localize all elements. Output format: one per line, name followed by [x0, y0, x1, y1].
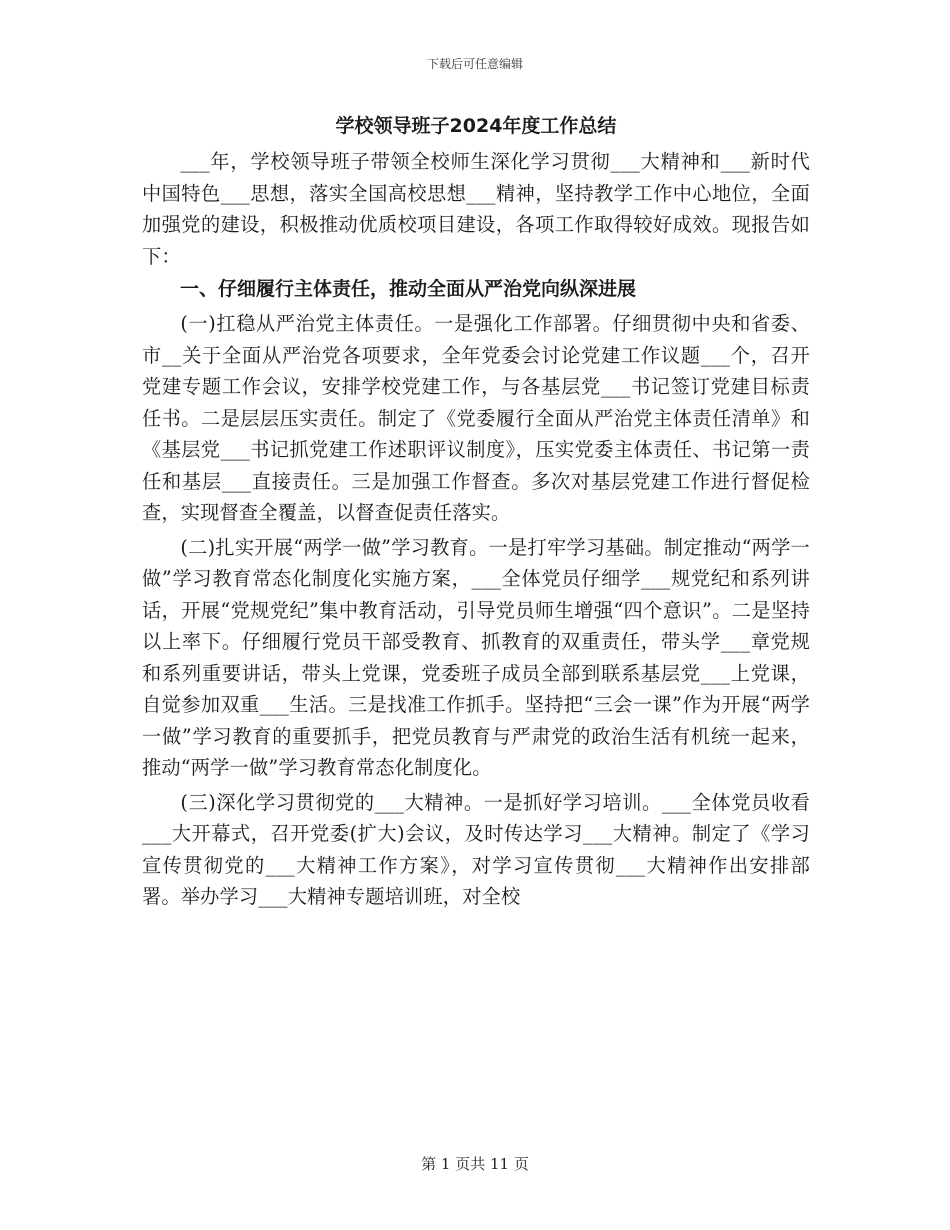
paragraph-3: (三)深化学习贯彻党的___大精神。一是抓好学习培训。___全体党员收看___大开幕式，召开党委(扩大)会议，及时传达学习___大精神。制定了《学习宣传贯彻党的___大精神工作方案》，对学习宣传贯彻___大精神作出安排部署。举办学习___大精神专题培训班，对全校	[142, 790, 810, 908]
page-number-footer: 第 1 页共 11 页	[421, 1155, 529, 1173]
document-title: 学校领导班子2024年度工作总结	[335, 115, 617, 137]
paragraph-2: (二)扎实开展“两学一做”学习教育。一是打牢学习基础。制定推动“两学一做”学习教育常态化制度化实施方案，___全体党员仔细学___规党纪和系列讲话，开展“党规党纪”集中教育活动，引导党员师生增强“四个意识”。二是坚持以上率下。仔细履行党员干部受教育、抓教育的双重责任，带头学___章党规和系列重要讲话，带头上党课，党委班子成员全部到联系基层党___上党课，自觉参加双重___生活。三是找准工作抓手。坚持把“三会一课”作为开展“两学一做”学习教育的重要抓手，把党员教育与严肃党的政治生活有机统一起来，推动“两学一做”学习教育常态化制度化。	[142, 535, 810, 779]
paragraph-1: (一)扛稳从严治党主体责任。一是强化工作部署。仔细贯彻中央和省委、市__关于全面从严治党各项要求，全年党委会讨论党建工作议题___个，召开党建专题工作会议，安排学校党建工作，与各基层党___书记签订党建目标责任书。二是层层压实责任。制定了《党委履行全面从严治党主体责任清单》和《基层党___书记抓党建工作述职评议制度》，压实党委主体责任、书记第一责任和基层___直接责任。三是加强工作督查。多次对基层党建工作进行督促检查，实现督查全覆盖，以督查促责任落实。	[142, 312, 810, 524]
page-header-note: 下载后可任意编辑	[426, 57, 523, 71]
document-body	[142, 110, 810, 913]
intro-paragraph: ___年，学校领导班子带领全校师生深化学习贯彻___大精神和___新时代中国特色___思想，落实全国高校思想___精神，坚持教学工作中心地位，全面加强党的建设，积极推动优质校项目建设，各项工作取得较好成效。现报告如下：	[142, 150, 810, 268]
section-heading: 一、仔细履行主体责任，推动全面从严治党向纵深进展	[180, 278, 637, 300]
